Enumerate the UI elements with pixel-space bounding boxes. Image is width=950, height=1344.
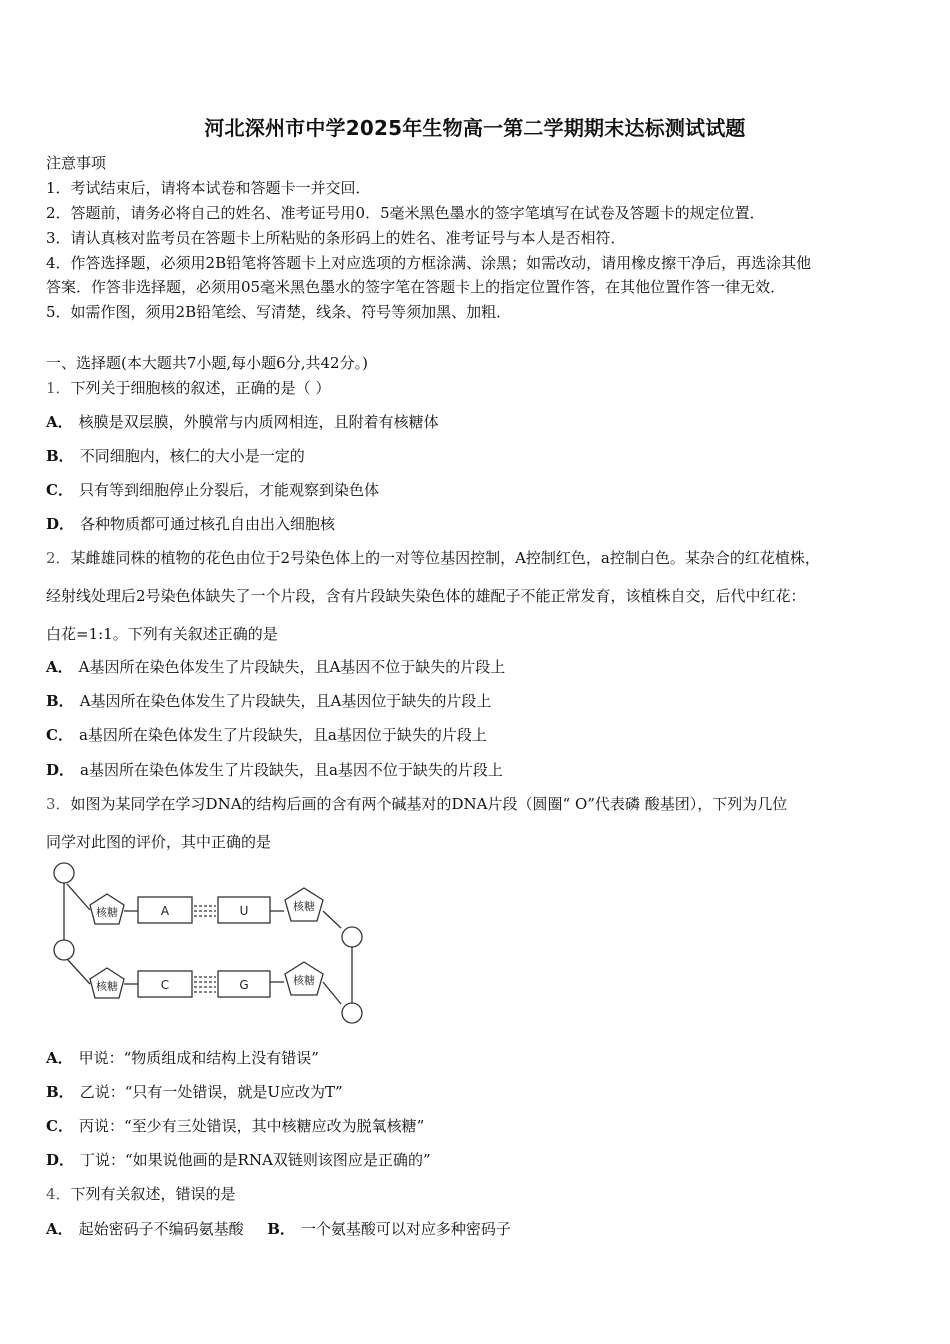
notice-heading: 注意事项 xyxy=(46,154,107,172)
q3-option-d xyxy=(46,1149,431,1170)
q2-option-a xyxy=(46,656,505,677)
question-stem: 下列有关叙述，错误的是 xyxy=(70,1185,236,1203)
q1-option-b xyxy=(46,445,305,466)
notice-item-1: 1．考试结束后，请将本试卷和答题卡一并交回． xyxy=(46,179,371,197)
option-label: B． xyxy=(46,1083,74,1101)
backbone-line xyxy=(67,884,90,910)
option-text: A基因所在染色体发生了片段缺失，且A基因不位于缺失的片段上 xyxy=(78,658,506,676)
option-label: C． xyxy=(46,1117,73,1135)
question-stem-line-2: 同学对此图的评价，其中正确的是 xyxy=(46,833,272,851)
q3-option-a xyxy=(46,1047,319,1068)
option-label: D． xyxy=(46,761,75,779)
base-label-c: C xyxy=(160,978,170,992)
option-text: 一个氨基酸可以对应多种密码子 xyxy=(300,1220,511,1238)
option-text: 起始密码子不编码氨基酸 xyxy=(78,1220,244,1238)
question-2 xyxy=(46,547,820,568)
option-text: 只有等到细胞停止分裂后，才能观察到染色体 xyxy=(78,481,379,499)
backbone-line xyxy=(323,911,341,928)
option-label: B． xyxy=(46,692,74,710)
question-4 xyxy=(46,1183,236,1204)
phosphate-circle xyxy=(342,927,362,947)
q3-option-c xyxy=(46,1115,424,1136)
question-number: 3． xyxy=(46,795,71,813)
question-stem-line-1: 某雌雄同株的植物的花色由位于2号染色体上的一对等位基因控制，A控制红色，a控制白色。某杂合的红花植株， xyxy=(70,549,820,567)
notice-item-4: 4．作答选择题，必须用2B铅笔将答题卡上对应选项的方框涂满、涂黑；如需改动，请用橡皮擦干净后，再选涂其他 xyxy=(46,254,812,272)
option-label: D． xyxy=(46,515,75,533)
option-text: a基因所在染色体发生了片段缺失，且a基因不位于缺失的片段上 xyxy=(80,761,503,779)
option-label: A． xyxy=(46,658,73,676)
option-label: D． xyxy=(46,1151,75,1169)
question-number: 1． xyxy=(46,379,71,397)
option-text: 乙说：“只有一处错误，就是U应改为T” xyxy=(79,1083,343,1101)
question-stem-line-3: 白花=1:1。下列有关叙述正确的是 xyxy=(46,625,278,643)
q2-option-c xyxy=(46,724,487,745)
notice-item-4-cont: 答案．作答非选择题，必须用05毫米黑色墨水的签字笔在答题卡上的指定位置作答，在其他位置作答一律无效． xyxy=(46,278,786,296)
q1-option-d xyxy=(46,513,335,534)
q2-option-b xyxy=(46,690,491,711)
phosphate-circle xyxy=(54,940,74,960)
option-text: 各种物质都可通过核孔自由出入细胞核 xyxy=(80,515,336,533)
notice-item-3: 3．请认真核对监考员在答题卡上所粘贴的条形码上的姓名、准考证号与本人是否相符． xyxy=(46,229,626,247)
phosphate-circle xyxy=(342,1003,362,1023)
option-text: 丙说：“至少有三处错误，其中核糖应改为脱氧核糖” xyxy=(78,1117,425,1135)
option-text: a基因所在染色体发生了片段缺失，且a基因位于缺失的片段上 xyxy=(78,726,487,744)
question-number: 4． xyxy=(46,1185,71,1203)
notice-item-5: 5．如需作图，须用2B铅笔绘、写清楚，线条、符号等须加黑、加粗． xyxy=(46,303,512,321)
option-label: B． xyxy=(267,1220,295,1238)
option-label: A． xyxy=(46,1049,73,1067)
option-label: B． xyxy=(46,447,74,465)
backbone-line xyxy=(67,959,90,984)
sugar-label: 核糖 xyxy=(293,900,315,913)
option-text: 不同细胞内，核仁的大小是一定的 xyxy=(79,447,305,465)
q1-option-c xyxy=(46,479,379,500)
notice-item-2: 2．答题前，请务必将自己的姓名、准考证号用0．5毫米黑色墨水的签字笔填写在试卷及答题卡的规定位置． xyxy=(46,204,765,222)
question-stem-line-2: 经射线处理后2号染色体缺失了一个片段，含有片段缺失染色体的雄配子不能正常发育，该植株自交，后代中红花： xyxy=(46,587,806,605)
section-heading: 一、选择题(本大题共7小题,每小题6分,共42分。) xyxy=(46,354,368,372)
q2-option-d xyxy=(46,759,503,780)
option-text: 核膜是双层膜，外膜常与内质网相连，且附着有核糖体 xyxy=(78,413,439,431)
sugar-label: 核糖 xyxy=(96,906,118,919)
sugar-label: 核糖 xyxy=(96,980,118,993)
question-number: 2． xyxy=(46,549,71,567)
question-1 xyxy=(46,377,330,398)
base-label-u: U xyxy=(239,904,249,918)
dna-fragment-diagram xyxy=(44,858,374,1030)
option-text: A基因所在染色体发生了片段缺失，且A基因位于缺失的片段上 xyxy=(79,692,492,710)
option-text: 丁说：“如果说他画的是RNA双链则该图应是正确的” xyxy=(80,1151,431,1169)
q3-option-b xyxy=(46,1081,343,1102)
base-label-a: A xyxy=(160,904,170,918)
question-stem-line-1: 如图为某同学在学习DNA的结构后画的含有两个碱基对的DNA片段（圆圈“ O”代表磷 酸基团），下列为几位 xyxy=(70,795,788,813)
q4-options-row xyxy=(46,1218,511,1239)
question-stem: 下列关于细胞核的叙述，正确的是（ ） xyxy=(70,379,331,397)
option-label: A． xyxy=(46,1220,73,1238)
backbone-line xyxy=(323,982,341,1004)
base-label-g: G xyxy=(239,978,249,992)
question-3 xyxy=(46,793,787,814)
option-text: 甲说：“物质组成和结构上没有错误” xyxy=(78,1049,319,1067)
sugar-label: 核糖 xyxy=(293,974,315,987)
page-title: 河北深州市中学2025年生物高一第二学期期末达标测试试题 xyxy=(204,116,746,140)
option-label: C． xyxy=(46,726,73,744)
phosphate-circle xyxy=(54,863,74,883)
option-label: C． xyxy=(46,481,73,499)
option-label: A． xyxy=(46,413,73,431)
q1-option-a xyxy=(46,411,439,432)
